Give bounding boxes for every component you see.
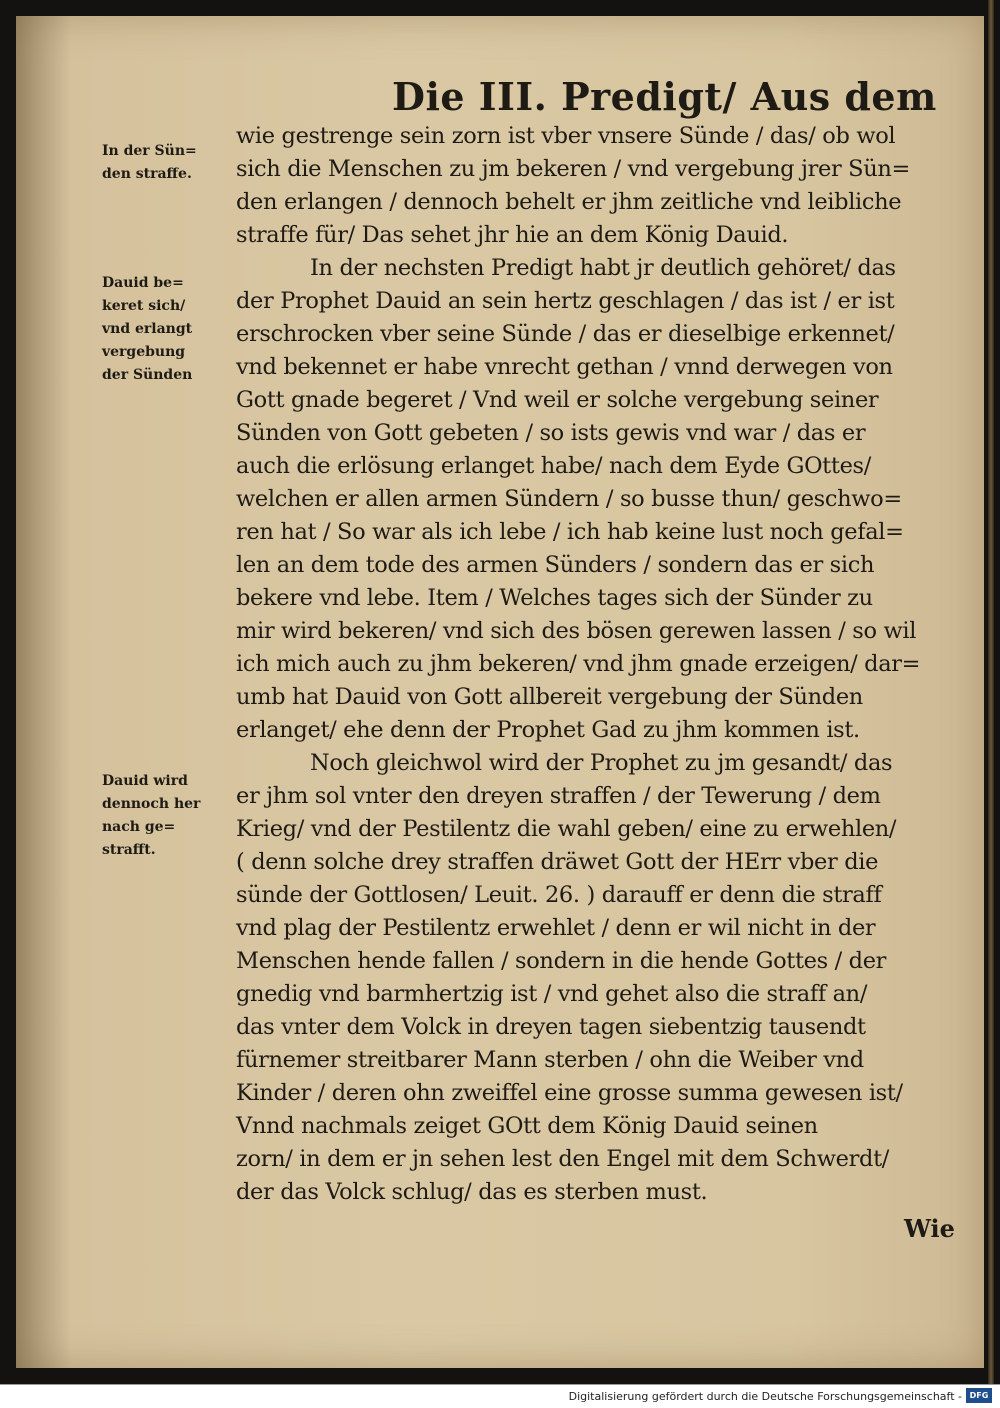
text-line: Sünden von Gott gebeten / so ists gewis vnd war / das er — [236, 420, 866, 446]
page-edge — [988, 0, 994, 1384]
text-line: sich die Menschen zu jm bekeren / vnd vergebung jrer Sün= — [236, 156, 911, 182]
text-line: erschrocken vber seine Sünde / das er dieselbige erkennet/ — [236, 321, 895, 347]
margin-note-line: den straffe. — [102, 166, 192, 182]
text-line: zorn/ in dem er jn sehen lest den Engel mit dem Schwerdt/ — [236, 1146, 890, 1172]
text-line: In der nechsten Predigt habt jr deutlich gehöret/ das — [310, 255, 896, 281]
margin-note-line: strafft. — [102, 842, 156, 858]
margin-note-line: keret sich/ — [102, 298, 186, 314]
margin-note-line: der Sünden — [102, 367, 193, 383]
text-line: gnedig vnd barmhertzig ist / vnd gehet also die straff an/ — [236, 981, 868, 1007]
text-line: mir wird bekeren/ vnd sich des bösen gerewen lassen / so wil — [236, 618, 917, 644]
page-heading: Die III. Predigt/ Aus dem — [392, 74, 937, 119]
text-line: Gott gnade begeret / Vnd weil er solche vergebung seiner — [236, 387, 879, 413]
margin-note-line: In der Sün= — [102, 143, 197, 159]
text-line: auch die erlösung erlanget habe/ nach dem Eyde GOttes/ — [236, 453, 871, 479]
margin-note-line: dennoch her — [102, 796, 201, 812]
text-line: Vnnd nachmals zeiget GOtt dem König Dauid seinen — [236, 1113, 818, 1139]
text-line: den erlangen / dennoch behelt er jhm zeitliche vnd leibliche — [236, 189, 902, 215]
dfg-logo-icon: DFG — [966, 1388, 992, 1403]
text-line: bekere vnd lebe. Item / Welches tages sich der Sünder zu — [236, 585, 873, 611]
text-line: sünde der Gottlosen/ Leuit. 26. ) darauff er denn die straff — [236, 882, 882, 908]
text-line: der das Volck schlug/ das es sterben must. — [236, 1179, 708, 1205]
text-line: der Prophet Dauid an sein hertz geschlagen / das ist / er ist — [236, 288, 895, 314]
text-line: das vnter dem Volck in dreyen tagen siebentzig tausendt — [236, 1014, 866, 1040]
margin-note-line: Dauid wird — [102, 773, 188, 789]
book-page — [16, 16, 984, 1368]
margin-note-line: Dauid be= — [102, 275, 184, 291]
margin-note-3 — [102, 770, 240, 862]
text-line: wie gestrenge sein zorn ist vber vnsere Sünde / das/ ob wol — [236, 123, 896, 149]
text-line: fürnemer streitbarer Mann sterben / ohn die Weiber vnd — [236, 1047, 864, 1073]
margin-note-2 — [102, 272, 240, 387]
text-line: er jhm sol vnter den dreyen straffen / der Tewerung / dem — [236, 783, 881, 809]
text-line: straffe für/ Das sehet jhr hie an dem König Dauid. — [236, 222, 789, 248]
text-line: umb hat Dauid von Gott allbereit vergebung der Sünden — [236, 684, 863, 710]
margin-note-line: vnd erlangt — [102, 321, 193, 337]
margin-note-line: nach ge= — [102, 819, 176, 835]
text-line: len an dem tode des armen Sünders / sondern das er sich — [236, 552, 875, 578]
text-line: Menschen hende fallen / sondern in die hende Gottes / der — [236, 948, 887, 974]
text-line: ren hat / So war als ich lebe / ich hab keine lust noch gefal= — [236, 519, 904, 545]
text-line: ich mich auch zu jhm bekeren/ vnd jhm gnade erzeigen/ dar= — [236, 651, 921, 677]
margin-note-1 — [102, 140, 240, 186]
text-line: Noch gleichwol wird der Prophet zu jm gesandt/ das — [310, 750, 893, 776]
margin-note-line: vergebung — [102, 344, 186, 360]
text-line: Kinder / deren ohn zweiffel eine grosse summa gewesen ist/ — [236, 1080, 903, 1106]
body-text — [236, 120, 958, 1209]
text-line: erlanget/ ehe denn der Prophet Gad zu jhm kommen ist. — [236, 717, 860, 743]
text-line: vnd plag der Pestilentz erwehlet / denn er wil nicht in der — [236, 915, 876, 941]
text-line: Krieg/ vnd der Pestilentz die wahl geben/ eine zu erwehlen/ — [236, 816, 897, 842]
text-line: vnd bekennet er habe vnrecht gethan / vnnd derwegen von — [236, 354, 893, 380]
text-line: ( denn solche drey straffen dräwet Gott der HErr vber die — [236, 849, 879, 875]
funding-credit: Digitalisierung gefördert durch die Deutsche Forschungsgemeinschaft - — [568, 1390, 962, 1403]
footer-bar — [0, 1384, 1000, 1408]
text-line: welchen er allen armen Sündern / so busse thun/ geschwo= — [236, 486, 902, 512]
catchword: Wie — [904, 1214, 955, 1243]
